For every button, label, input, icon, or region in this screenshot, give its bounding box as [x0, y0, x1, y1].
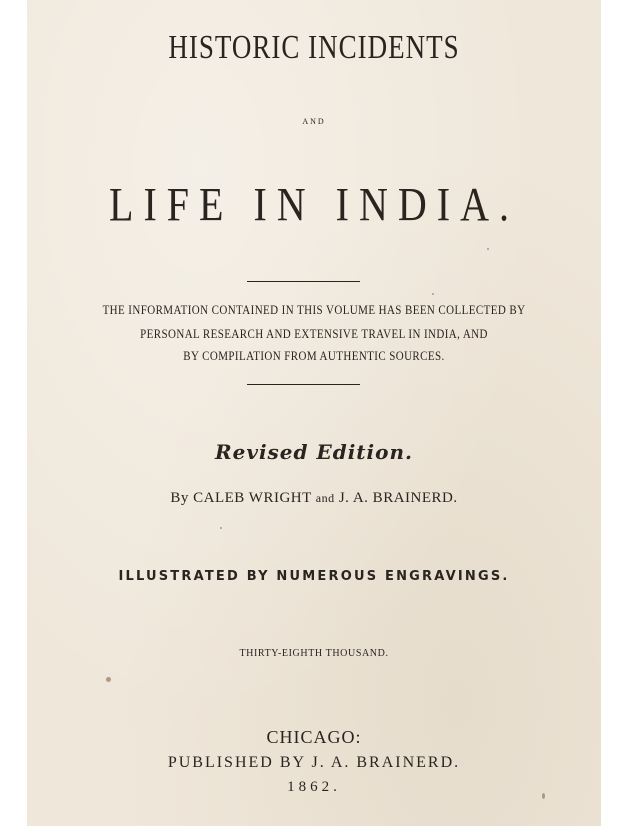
- imprint-publisher: PUBLISHED BY J. A. BRAINERD.: [167, 754, 461, 771]
- paper-speck: [220, 527, 222, 529]
- imprint-city: CHICAGO:: [266, 727, 362, 747]
- paper-speck: [432, 293, 434, 295]
- paper-speck: [106, 677, 111, 682]
- imprint-year: 1862.: [287, 779, 341, 795]
- byline-by: By: [170, 490, 189, 506]
- title-page: [27, 0, 601, 826]
- byline-and: and: [315, 491, 335, 505]
- byline-author-2: J. A. BRAINERD.: [338, 490, 458, 506]
- byline: [27, 490, 601, 507]
- illustrated-notice: ILLUSTRATED BY NUMEROUS ENGRAVINGS.: [118, 569, 510, 584]
- title-conjunction: AND: [302, 117, 326, 126]
- divider-top: [247, 281, 360, 282]
- title-life-in-india: LIFE IN INDIA.: [109, 177, 519, 232]
- byline-author-1: CALEB WRIGHT: [193, 490, 312, 506]
- printing-notice: THIRTY-EIGHTH THOUSAND.: [239, 648, 389, 659]
- edition-label: Revised Edition.: [214, 440, 413, 464]
- information-line-1: THE INFORMATION CONTAINED IN THIS VOLUME HAS BEEN COLLECTED BY: [102, 304, 526, 318]
- information-line-3: BY COMPILATION FROM AUTHENTIC SOURCES.: [183, 350, 445, 364]
- divider-bottom: [247, 384, 360, 385]
- paper-speck: [542, 793, 545, 799]
- information-line-2: PERSONAL RESEARCH AND EXTENSIVE TRAVEL IN INDIA, AND: [140, 328, 488, 342]
- paper-speck: [487, 248, 489, 250]
- title-historic-incidents: HISTORIC INCIDENTS: [168, 28, 460, 66]
